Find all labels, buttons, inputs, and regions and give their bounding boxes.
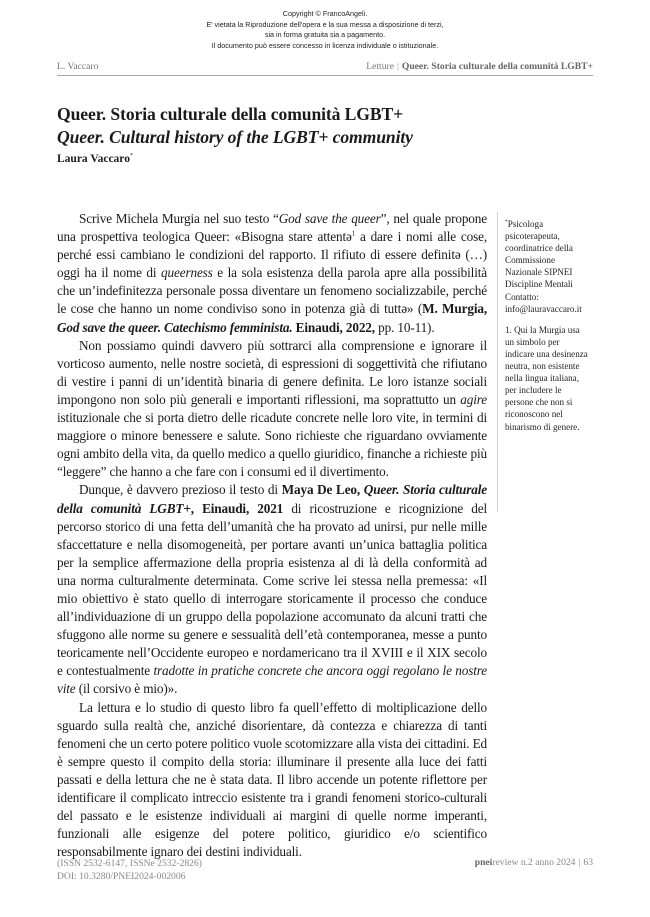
author-name: Laura Vaccaro xyxy=(57,153,130,165)
footnote: 1. Qui la Murgia usa un simbolo per indicare una desinenza neutra, non esistente nella lingua italiana, per includere le persone che non si riconoscono nel binarismo di genere. xyxy=(505,324,588,432)
text-run-bold-italic: Queer. Storia culturale della comunità LGBT+ xyxy=(57,482,487,516)
journal-issue: review n.2 anno 2024 xyxy=(492,857,576,868)
text-run-bold: Maya De Leo, xyxy=(281,482,364,498)
text-run: pp. 10-11). xyxy=(374,319,435,335)
text-run-bold: Einaudi, 2022, xyxy=(292,319,375,335)
paragraph xyxy=(57,210,487,337)
text-run: Non possiamo quindi davvero più sottrarci alla comprensione e ignorare il vorticoso aumento, nelle nostre società, di espressioni di soggettività che rifiutano di vestire i panni di un’identità binaria di genere definita. Le loro istanze sociali impongono non solo più generali e importanti riflessioni, ma soprattutto un xyxy=(57,337,487,407)
footer-issn: (ISSN 2532-6147, ISSNe 2532-2826) xyxy=(57,858,202,869)
footnote-ref[interactable]: 1 xyxy=(351,229,356,238)
running-head-section: Letture xyxy=(366,61,394,72)
text-run: e la sola esistenza della parola apre alla possibilità che un’indefinitezza personale possa diventare un fenomeno socializzabile, perché le cose che hanno un nome condiviso sono in potenza già di tuttə» ( xyxy=(57,265,487,317)
text-run: La lettura e lo studio di questo libro fa quell’effetto di moltiplicazione dello sguardo sulla realtà che, anziché disorientare, dà contezza e chiarezza di tanti fenomeni che un certo potere politico vuole scotomizzare alla vista dei cittadini. Ed è sempre questo il compito della storia: illuminare il presente alla luce dei fatti passati e della lettura che ne è stata data. Il libro accende un potente riflettore per identificare il complicato intreccio esistente tra i grandi fenomeni storico-culturali del passato e le esistenze individuali ai margini di quelle norme imperanti, funzionali alle esigenze del potere politico, giuridico e/o scientifico responsabilmente ignaro dei destini individuali. xyxy=(57,699,487,860)
journal-brand: pnei xyxy=(474,857,493,868)
running-head xyxy=(57,61,593,75)
copyright-notice xyxy=(0,9,650,51)
copyright-line: E' vietata la Riproduzione dell'opera e la sua messa a disposizione di terzi, xyxy=(206,19,444,29)
footer-journal xyxy=(475,857,593,868)
footer-separator: | xyxy=(578,857,581,868)
author-note-marker: * xyxy=(505,218,508,225)
text-run: ”, nel quale propone una prospettiva teologica Queer: «Bisogna stare attentə xyxy=(57,211,487,245)
author-note xyxy=(505,218,591,315)
article-title: Queer. Storia culturale della comunità LGBT+ xyxy=(57,104,404,124)
text-run: di ricostruzione e ricognizione del percorso storico di una fetta dell’umanità che ha provato ad unirsi, pur nelle mille sfaccettature e nella disomogeneità, per portare avanti un’unica battaglia politica per la semplice affermazione della propria esistenza al di là della conformità ad una norma culturalmente determinata. Come scrive lei stessa nella premessa: «Il mio obiettivo è stato quello di interrogare storicamente il processo che conduce all’individuazione di un gruppo della popolazione accomunato da alcuni tratti che sfuggono alle norme su genere e sessualità dell’età contemporanea, messe a punto teoricamente nell’Occidente europeo e nordamericano tra il XVIII e il XIX secolo e contestualmente xyxy=(57,500,487,679)
running-head-separator: | xyxy=(396,61,399,72)
text-run-italic: queerness xyxy=(161,265,213,281)
sidebar-divider xyxy=(497,212,498,512)
text-run: Dunque, è davvero prezioso il testo di xyxy=(79,482,282,498)
paragraph xyxy=(57,699,487,862)
text-run-bold: , Einaudi, 2021 xyxy=(190,500,284,516)
running-head-title: Queer. Storia culturale della comunità LGBT+ xyxy=(401,61,593,72)
text-run-bold: M. Murgia, xyxy=(422,301,488,317)
footer-identifiers xyxy=(57,857,202,883)
text-run-bold-italic: God save the queer. Catechismo femminista. xyxy=(57,319,293,335)
paragraph xyxy=(57,481,487,698)
text-run-italic: God save the queer xyxy=(278,211,381,226)
running-head-right xyxy=(366,61,593,72)
text-run: istituzionale che si porta dietro delle ricadute concrete nelle loro vite, in termini di maggiore o minore benessere e salute. Sono richieste che riguardano ovviamente ogni ambito della vita, da quello medico a quello giuridico, finanche a richieste più “leggere” che hanno a che fare con i consumi ed il divertimento. xyxy=(57,410,487,480)
article-author xyxy=(57,153,133,165)
header-divider xyxy=(57,75,593,76)
text-run: (il corsivo è mio)». xyxy=(75,681,178,697)
copyright-line: Il documento può essere concesso in licenza individuale o istituzionale. xyxy=(211,40,439,50)
text-run: Scrive Michela Murgia nel suo testo “ xyxy=(79,211,279,226)
author-note-marker: * xyxy=(129,153,133,159)
text-run-italic: agire xyxy=(460,391,487,407)
margin-notes xyxy=(505,218,591,433)
page-number: 63 xyxy=(583,857,593,868)
copyright-line: sia in forma gratuita sia a pagamento. xyxy=(264,30,386,39)
text-run: a dare i nomi alle cose, perché essi cambiano le condizioni del rapporto. Il rifiuto di essere definitə (…) oggi ha il nome di xyxy=(57,229,487,281)
article-subtitle: Queer. Cultural history of the LGBT+ community xyxy=(57,127,413,147)
paragraph xyxy=(57,337,487,482)
running-head-author: L. Vaccaro xyxy=(57,61,99,72)
author-note-text: Psicologa psicoterapeuta, coordinatrice della Commissione Nazionale SIPNEI Discipline Mentali Contatto: info@lauravaccaro.it xyxy=(505,219,582,314)
footer-doi[interactable]: DOI: 10.3280/PNEI2024-002006 xyxy=(57,871,186,882)
article-body xyxy=(57,210,487,861)
text-run-italic: tradotte in pratiche concrete che ancora oggi regolano le nostre vite xyxy=(57,663,488,697)
copyright-line: Copyright © FrancoAngeli. xyxy=(282,9,368,18)
